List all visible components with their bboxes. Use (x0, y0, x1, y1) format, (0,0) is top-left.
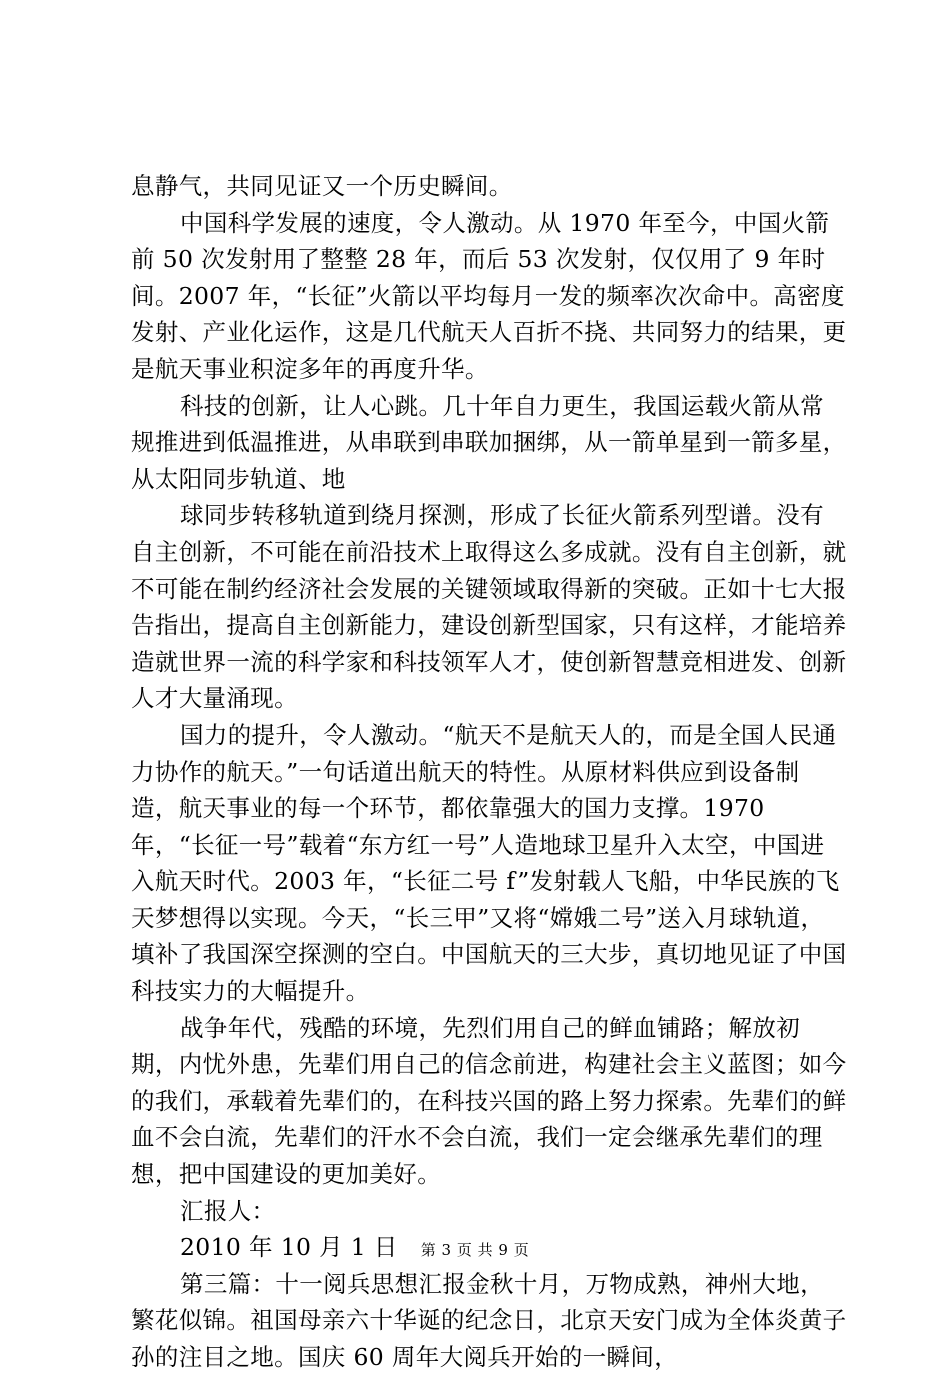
report-date: 2010 年 10 月 1 日 (180, 1233, 398, 1262)
paragraph-5: 国力的提升，令人激动。“航天不是航天人的，而是全国人民通力协作的航天。”一句话道出航天的特性。从原材料供应到设备制造，航天事业的每一个环节，都依靠强大的国力支撑。1970 年，“长征一号”载着“东方红一号”人造地球卫星升入太空，中国进入航天时代。2003 年，“长征二号 f”发射载人飞船，中华民族的飞天梦想得以实现。今天，“长三甲”又将“嫦娥二号”送入月球轨道，填补了我国深空探测的空白。中国航天的三大步，真切地见证了中国科技实力的大幅提升。 (131, 720, 847, 1006)
paragraph-3: 科技的创新，让人心跳。几十年自力更生，我国运载火箭从常规推进到低温推进，从串联到串联加捆绑，从一箭单星到一箭多星，从太阳同步轨道、地 (131, 391, 847, 493)
page-number: 第 3 页 共 9 页 (420, 1241, 530, 1259)
page-footer (0, 1240, 950, 1260)
reporter-label: 汇报人： (180, 1196, 276, 1225)
paragraph-6: 战争年代，残酷的环境，先烈们用自己的鲜血铺路；解放初期，内忧外患，先辈们用自己的信念前进，构建社会主义蓝图；如今的我们，承载着先辈们的，在科技兴国的路上努力探索。先辈们的鲜血不会白流，先辈们的汗水不会白流，我们一定会继承先辈们的理想，把中国建设的更加美好。 (131, 1013, 847, 1189)
paragraph-4: 球同步转移轨道到绕月探测，形成了长征火箭系列型谱。没有自主创新，不可能在前沿技术上取得这么多成就。没有自主创新，就不可能在制约经济社会发展的关键领域取得新的突破。正如十七大报告指出，提高自主创新能力，建设创新型国家，只有这样，才能培养造就世界一流的科学家和科技领军人才，使创新智慧竞相进发、创新人才大量涌现。 (131, 501, 847, 713)
paragraph-third-article: 第三篇：十一阅兵思想汇报金秋十月，万物成熟，神州大地，繁花似锦。祖国母亲六十华诞的纪念日，北京天安门成为全体炎黄子孙的注目之地。国庆 60 周年大阅兵开始的一瞬间， (131, 1269, 847, 1371)
paragraph-1: 息静气，共同见证又一个历史瞬间。 (131, 172, 513, 200)
document-body (131, 168, 847, 1376)
paragraph-2: 中国科学发展的速度，令人激动。从 1970 年至今，中国火箭前 50 次发射用了整整 28 年，而后 53 次发射，仅仅用了 9 年时间。2007 年，“长征”火箭以平均每月一发的频率次次命中。高密度发射、产业化运作，这是几代航天人百折不挠、共同努力的结果，更是航天事业积淀多年的再度升华。 (131, 208, 847, 383)
